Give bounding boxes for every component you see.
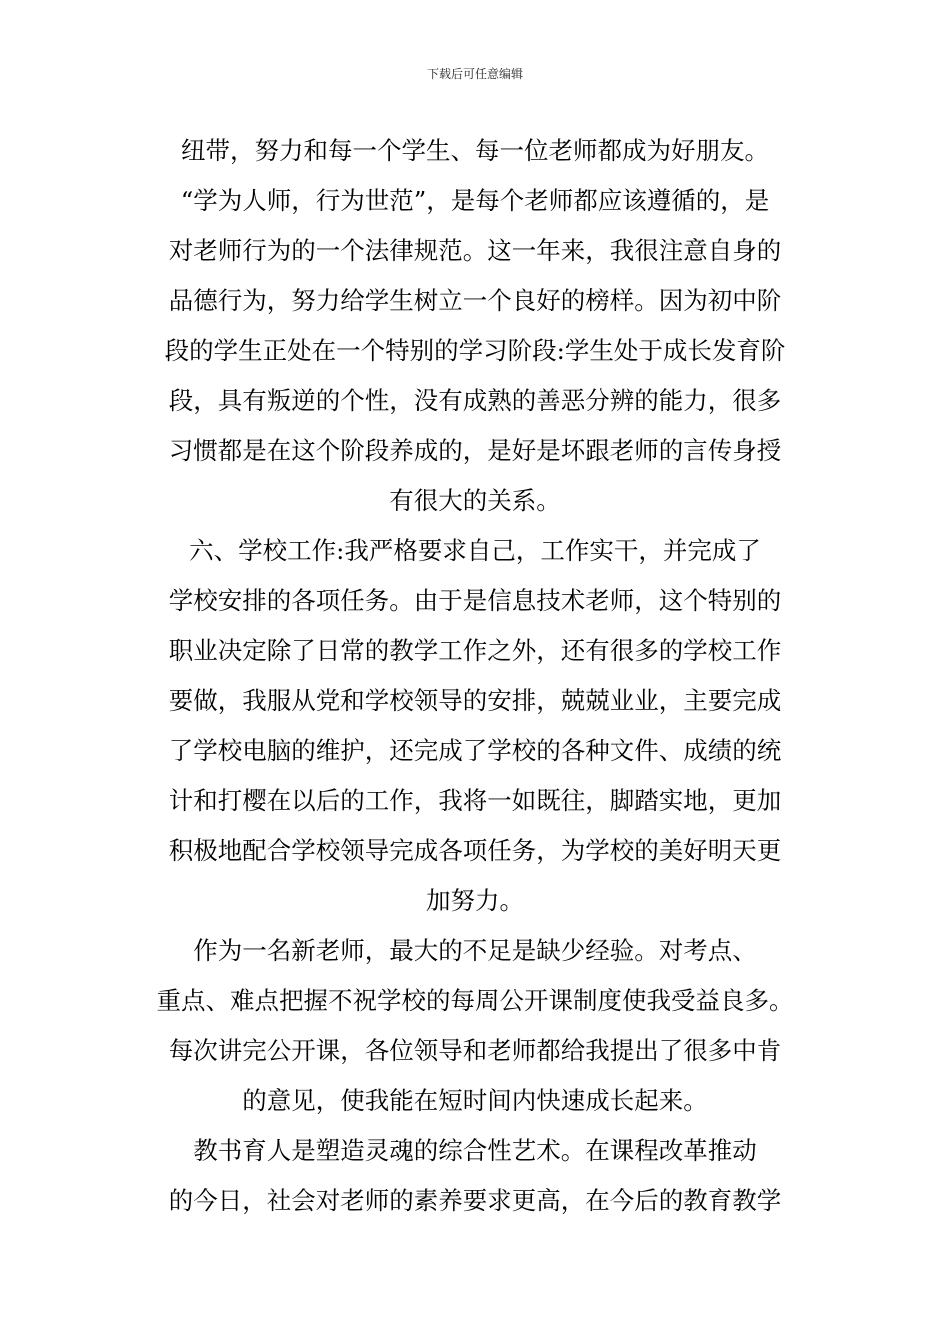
text-line: 有很大的关系。: [389, 486, 561, 515]
text-line: 品德行为，努力给学生树立一个良好的榜样。因为初中阶: [168, 286, 782, 315]
text-line: 每次讲完公开课，各位领导和老师都给我提出了很多中肯: [168, 1036, 782, 1065]
text-line: 了学校电脑的维护，还完成了学校的各种文件、成绩的统: [168, 736, 782, 765]
text-line: 重点、难点把握不祝学校的每周公开课制度使我受益良多。: [156, 986, 794, 1015]
text-line: 加努力。: [426, 886, 524, 915]
text-line: 要做，我服从党和学校领导的安排，兢兢业业，主要完成: [168, 686, 782, 715]
text-line: 职业决定除了日常的教学工作之外，还有很多的学校工作: [168, 636, 782, 665]
text-line: 六、学校工作:我严格要求自己，工作实干，并完成了: [189, 536, 761, 565]
text-line: 段，具有叛逆的个性，没有成熟的善恶分辨的能力，很多: [168, 386, 782, 415]
page-header: 下载后可任意编辑: [426, 67, 523, 81]
text-line: 段的学生正处在一个特别的学习阶段:学生处于成长发育阶: [164, 336, 786, 365]
text-line: 对老师行为的一个法律规范。这一年来，我很注意自身的: [168, 236, 782, 265]
text-line: 积极地配合学校领导完成各项任务，为学校的美好明天更: [168, 836, 782, 865]
text-line: 学校安排的各项任务。由于是信息技术老师，这个特别的: [168, 586, 782, 615]
text-line: 的意见，使我能在短时间内快速成长起来。: [242, 1086, 708, 1115]
text-line: 教书育人是塑造灵魂的综合性艺术。在课程改革推动: [193, 1136, 757, 1165]
text-line: 计和打樱在以后的工作，我将一如既往，脚踏实地，更加: [168, 786, 782, 815]
text-line: 习惯都是在这个阶段养成的，是好是坏跟老师的言传身授: [168, 436, 782, 465]
text-line: 的今日，社会对老师的素养要求更高，在今后的教育教学: [168, 1186, 782, 1215]
text-line: 纽带，努力和每一个学生、每一位老师都成为好朋友。: [181, 136, 769, 165]
text-line: 作为一名新老师，最大的不足是缺少经验。对考点、: [193, 936, 757, 965]
text-line: “学为人师，行为世范”，是每个老师都应该遵循的，是: [180, 186, 770, 215]
